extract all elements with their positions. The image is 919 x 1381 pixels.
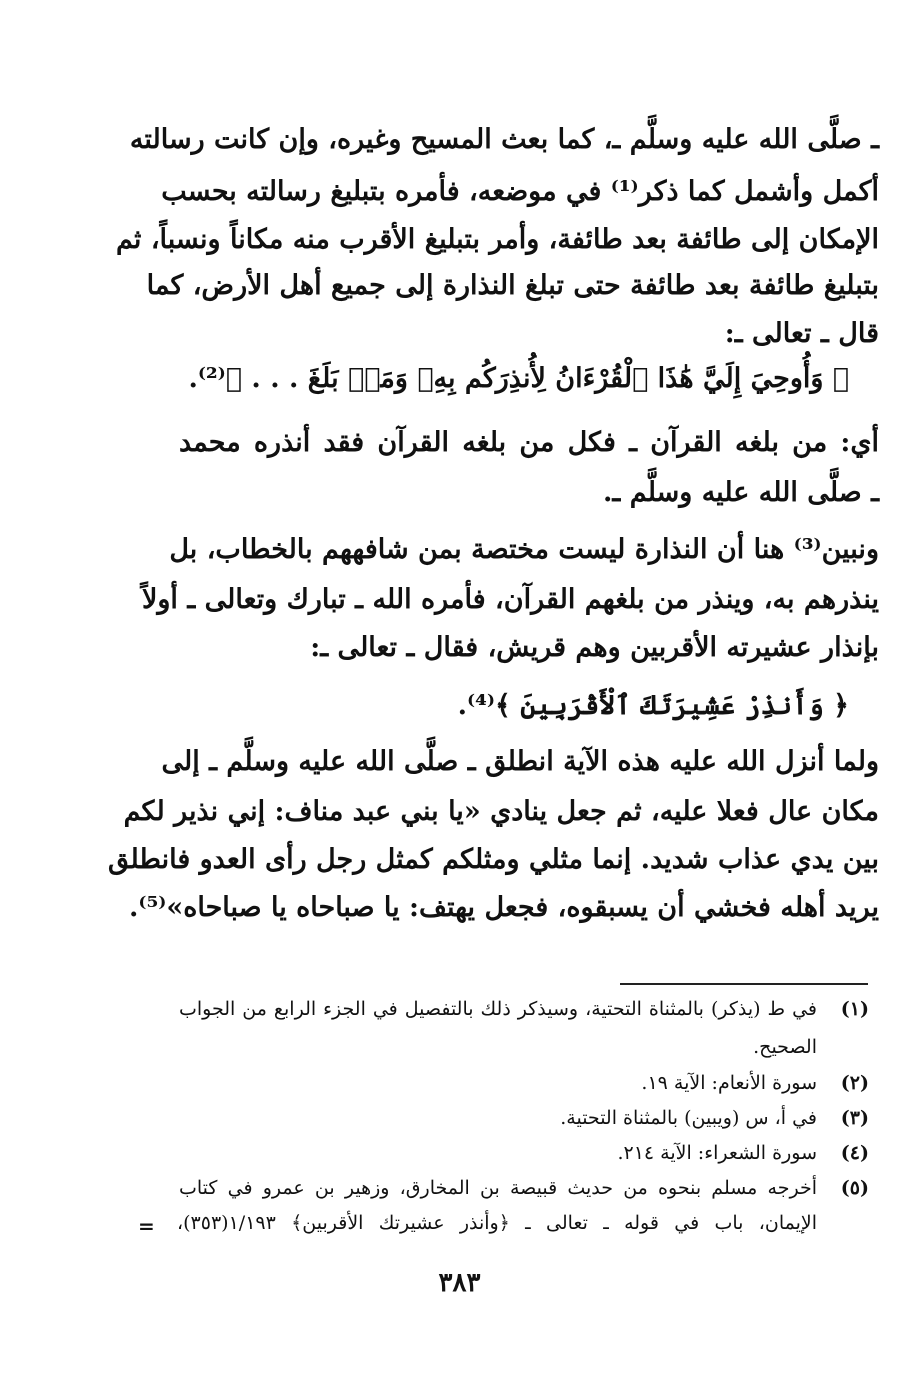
footnote-text: أخرجه مسلم بنحوه من حديث قبيصة بن المخارق، وزهير بن عمرو في كتاب <box>179 1177 817 1199</box>
footnote-number: (٥) <box>840 1177 869 1199</box>
footnote-text: سورة الشعراء: الآية ٢١٤. <box>617 1142 817 1164</box>
footnote-number: (٣) <box>840 1107 869 1129</box>
body-line: أي: من بلغه القرآن ـ فكل من بلغه القرآن فقد أنذره محمد <box>179 427 880 458</box>
footnote-continuation: الصحيح. <box>753 1036 817 1058</box>
footnote-text: في أ، س (ويبين) بالمثناة التحتية. <box>560 1107 817 1129</box>
footnote <box>179 1142 869 1170</box>
body-line: ـ صلَّى الله عليه وسلَّم ـ. <box>603 477 879 508</box>
body-line: بإنذار عشيرته الأقربين وهم قريش، فقال ـ تعالى ـ: <box>310 632 879 663</box>
body-line: الإمكان إلى طائفة بعد طائفة، وأمر بتبليغ الأقرب منه مكاناً ونسباً، ثم <box>115 224 879 255</box>
body-line: ينذرهم به، وينذر من بلغهم القرآن، فأمره الله ـ تبارك وتعالى ـ أولاً <box>142 584 879 615</box>
footnote-number: (١) <box>840 998 869 1020</box>
body-line: ونبين⁽³⁾ هنا أن النذارة ليست مختصة بمن شافههم بالخطاب، بل <box>169 534 879 565</box>
body-line: بين يدي عذاب شديد. إنما مثلي ومثلكم كمثل رجل رأى العدو فانطلق <box>107 844 879 875</box>
page-number: ٣٨٣ <box>438 1268 481 1298</box>
footnote-continuation: الإيمان، باب في قوله ـ تعالى ـ ﴿وأنذر عشيرتك الأقربين﴾ ١/١٩٣(٣٥٣)، <box>177 1212 817 1234</box>
body-line: بتبليغ طائفة بعد طائفة حتى تبلغ النذارة إلى جميع أهل الأرض، كما <box>146 270 879 301</box>
footnote-number: (٢) <box>840 1072 869 1094</box>
body-line: قال ـ تعالى ـ: <box>724 318 879 349</box>
body-line: مكان عال فعلا عليه، ثم جعل ينادي «يا بني عبد مناف: إني نذير لكم <box>123 796 879 827</box>
quran-verse: ﴿ وَأُوحِيَ إِلَيَّ هَٰذَا ٱلْقُرْءَانُ لِأُنذِرَكُم بِهِۦ وَمَنۢ بَلَغَ . . . ﴾⁽²⁾. <box>188 363 849 394</box>
body-line: ولما أنزل الله عليه هذه الآية انطلق ـ صلَّى الله عليه وسلَّم ـ إلى <box>161 746 879 777</box>
continuation-mark: = <box>138 1214 155 1238</box>
footnote-text: في ط (يذكر) بالمثناة التحتية، وسيذكر ذلك بالتفصيل في الجزء الرابع من الجواب <box>179 998 817 1020</box>
footnote <box>179 1072 869 1100</box>
quran-verse: ﴿ وَأَنذِرْ عَشِيرَتَكَ ٱلْأَقْرَبِينَ ﴾⁽⁴⁾. <box>457 690 849 721</box>
body-line: ـ صلَّى الله عليه وسلَّم ـ، كما بعث المسيح وغيره، وإن كانت رسالته <box>129 124 879 155</box>
footnote <box>179 1177 869 1205</box>
body-line: يريد أهله فخشي أن يسبقوه، فجعل يهتف: يا صباحاه يا صباحاه»⁽⁵⁾. <box>129 892 879 923</box>
footnote-separator <box>620 983 868 985</box>
footnote-text: سورة الأنعام: الآية ١٩. <box>641 1072 817 1094</box>
footnote <box>179 1107 869 1135</box>
body-line: أكمل وأشمل كما ذكر⁽¹⁾ في موضعه، فأمره بتبليغ رسالته بحسب <box>161 176 879 207</box>
footnote-number: (٤) <box>840 1142 869 1164</box>
footnote <box>179 998 869 1026</box>
